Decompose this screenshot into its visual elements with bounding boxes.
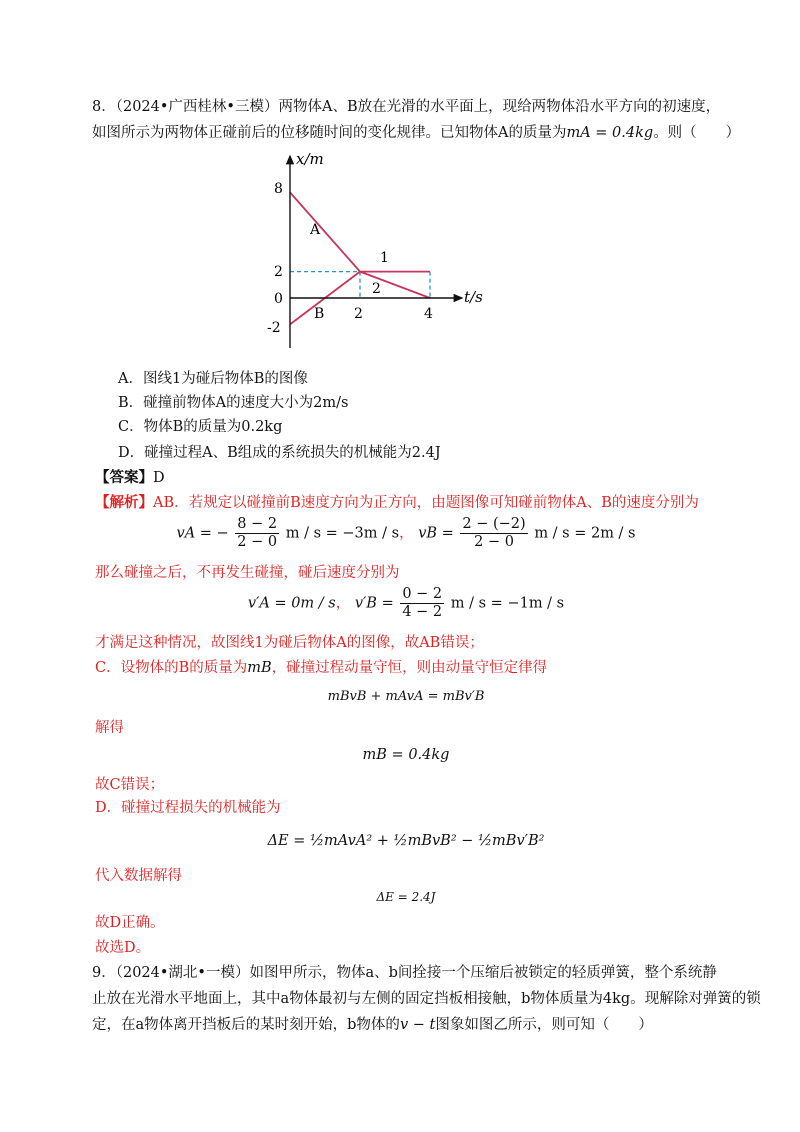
analysis-p5: 解得 (95, 720, 124, 736)
analysis-p7: D．碰撞过程损失的机械能为 (95, 800, 281, 816)
eq1a-den: 2 − 0 (237, 534, 278, 550)
question-8-line-1: 8．（2024•广西桂林•三模）两物体A、B放在光滑的水平面上，现给两物体沿水平方向的初速度， (92, 99, 721, 115)
equation-velocities-before (92, 516, 720, 551)
eq2-separator: ， (335, 595, 351, 612)
eq1b-lhs: vB = (418, 525, 454, 542)
answer-label: 【答案】 (95, 469, 153, 486)
question-9-text: 定，在a物体离开挡板后的某时刻开始，b物体的 (92, 1017, 400, 1033)
eq2b-num: 0 − 2 (402, 586, 443, 602)
displacement-time-graph (262, 148, 502, 358)
mass-a-expression: mA = 0.4kg (566, 125, 654, 141)
question-8-text: 如图所示为两物体正碰前后的位移随时间的变化规律。已知物体A的质量为 (92, 125, 567, 141)
x-tick-4: 4 (424, 306, 433, 322)
analysis-p4-var: mB (247, 660, 272, 676)
eq1b-rhs: m / s = 2m / s (534, 525, 636, 542)
y-tick-0: 0 (274, 291, 283, 307)
analysis-p8: 代入数据解得 (95, 868, 182, 884)
series-line-2 (360, 272, 430, 298)
question-9-line-2: 止放在光滑水平地面上，其中a物体最初与左侧的固定挡板相接触，b物体质量为4kg。现解除对弹簧的锁 (92, 991, 761, 1007)
equation-energy-loss: ΔE = ½mAvA² + ½mBvB² − ½mBv′B² (267, 833, 545, 849)
analysis-p3: 才满足这种情况，故图线1为碰后物体A的图像，故AB错误； (95, 635, 484, 651)
y-tick-8: 8 (274, 181, 283, 197)
label-line-b: B (314, 306, 325, 322)
analysis-p1: AB．若规定以碰撞前B速度方向为正方向，由题图像可知碰前物体A、B的速度分别为 (153, 495, 699, 511)
option-b (118, 392, 348, 414)
equation-velocities-after (92, 586, 720, 621)
equation-mass-b: mB = 0.4kg (362, 747, 450, 763)
analysis-p4 (95, 657, 720, 679)
analysis-p6: 故C错误； (95, 777, 165, 793)
option-d-value: 2.4J (411, 445, 441, 461)
option-b-text: B．碰撞前物体A的速度大小为 (118, 395, 314, 411)
eq2b-rhs: m / s = −1m / s (450, 595, 565, 612)
eq1b-fraction (460, 516, 527, 551)
eq1a-num: 8 − 2 (237, 516, 278, 532)
x-tick-2: 2 (354, 306, 363, 322)
eq1b-num: 2 − (−2) (462, 516, 526, 532)
eq1a-fraction (235, 516, 279, 551)
analysis-p4-text: C．设物体的B的质量为 (95, 660, 248, 676)
eq1b-den: 2 − 0 (474, 534, 514, 550)
series-line-A (290, 192, 360, 271)
analysis-p9: 故D正确。 (95, 915, 165, 931)
question-9-line-3 (92, 1014, 720, 1036)
option-c-value: 0.2kg (241, 419, 283, 435)
option-b-value: 2m/s (313, 395, 349, 411)
analysis-p4-suffix: ，碰撞过程动量守恒，则由动量守恒定律得 (271, 660, 548, 676)
answer-line (95, 467, 720, 489)
question-9-line-1: 9．（2024•湖北•一模）如图甲所示，物体a、b间拴接一个压缩后被锁定的轻质弹簧，整个系统静 (92, 965, 717, 981)
label-line-a: A (310, 222, 321, 238)
eq2b-lhs: v′B = (354, 595, 394, 612)
analysis-line-1 (95, 492, 720, 514)
analysis-p2: 那么碰撞之后，不再发生碰撞，碰后速度分别为 (95, 565, 400, 581)
option-c (118, 416, 282, 438)
equation-momentum: mBvB + mAvA = mBv′B (327, 689, 485, 704)
label-line-1: 1 (380, 250, 389, 266)
option-d (118, 442, 441, 464)
question-8-line-2 (92, 122, 741, 144)
question-8-suffix: 。则（ ） (653, 125, 741, 141)
eq2a: v′A = 0m / s (247, 595, 336, 612)
y-tick-2: 2 (274, 264, 283, 280)
eq1-separator: ， (399, 525, 414, 542)
equation-energy-result: ΔE = 2.4J (376, 890, 436, 904)
label-line-2: 2 (372, 281, 381, 297)
eq1a-lhs: vA = − (176, 525, 229, 542)
analysis-label: 【解析】 (95, 494, 153, 511)
option-c-text: C．物体B的质量为 (118, 419, 242, 435)
eq1a-rhs: m / s = −3m / s (285, 525, 400, 542)
y-tick-neg2: -2 (267, 320, 281, 336)
eq2b-den: 4 − 2 (402, 604, 443, 620)
answer-value: D (153, 470, 165, 486)
option-a: A．图线1为碰后物体B的图像 (118, 371, 308, 387)
option-d-text: D．碰撞过程A、B组成的系统损失的机械能为 (118, 445, 412, 461)
y-axis-label: x/m (296, 150, 324, 168)
x-axis-label: t/s (464, 288, 483, 306)
eq2b-fraction (400, 586, 444, 621)
analysis-p10: 故选D。 (95, 940, 151, 956)
vt-expression: v − t (399, 1017, 436, 1033)
question-9-suffix: 图象如图乙所示，则可知（ ） (435, 1017, 653, 1033)
